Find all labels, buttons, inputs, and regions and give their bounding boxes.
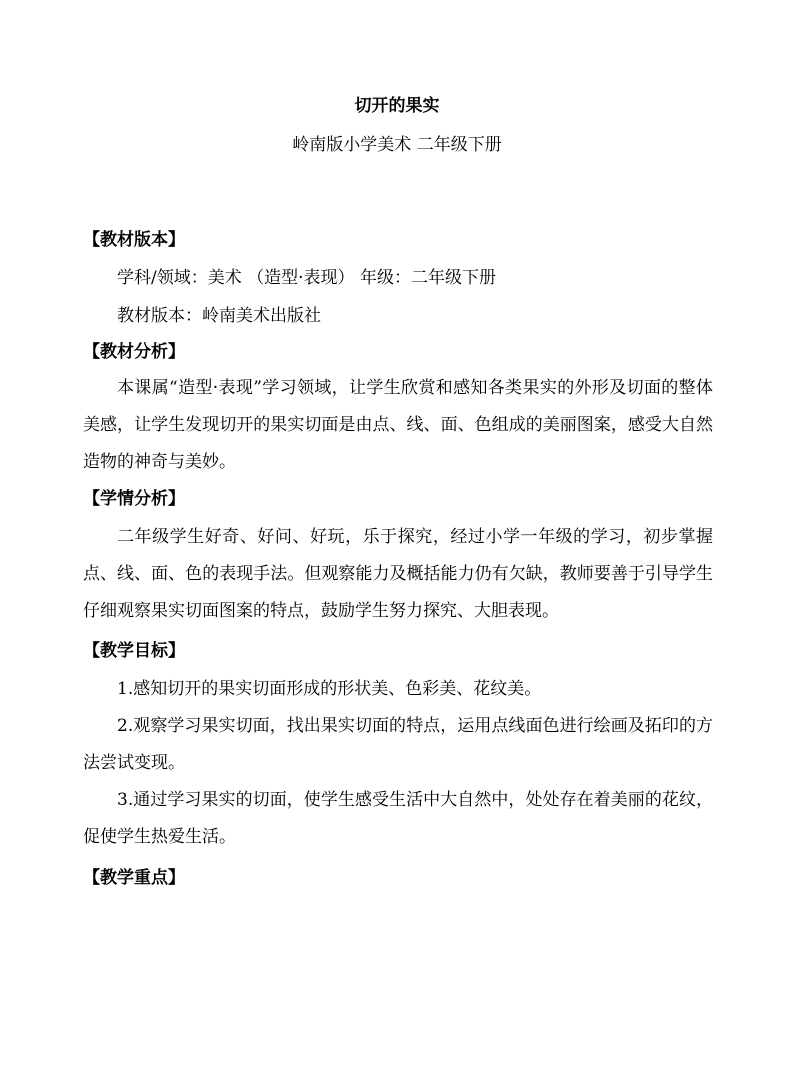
section-heading-goals: 【教学目标】 — [83, 641, 185, 661]
goal-item-1: 1.感知切开的果实切面形成的形状美、色彩美、花纹美。 — [117, 679, 542, 699]
goal-item-3: 3.通过学习果实的切面，使学生感受生活中大自然中，处处存在着美丽的花纹，促使学生热爱生活。 — [83, 790, 713, 847]
section-heading-edition: 【教材版本】 — [83, 230, 185, 250]
analysis-paragraph: 本课属“造型·表现”学习领域，让学生欣赏和感知各类果实的外形及切面的整体美感，让学生发现切开的果实切面是由点、线、面、色组成的美丽图案，感受大自然造物的神奇与美妙。 — [83, 378, 713, 472]
document-body — [83, 228, 713, 890]
document-subtitle: 岭南版小学美术 二年级下册 — [292, 135, 502, 155]
section-heading-focus: 【教学重点】 — [83, 868, 185, 888]
students-paragraph: 二年级学生好奇、好问、好玩，乐于探究，经过小学一年级的学习，初步掌握点、线、面、色的表现手法。但观察能力及概括能力仍有欠缺，教师要善于引导学生仔细观察果实切面图案的特点，鼓励学生努力探究、大胆表现。 — [83, 527, 713, 621]
section-heading-students: 【学情分析】 — [83, 489, 185, 509]
edition-subject-line: 学科/领域：美术 （造型·表现） 年级：二年级下册 — [117, 268, 496, 288]
section-heading-analysis: 【教材分析】 — [83, 342, 185, 362]
goal-item-2: 2.观察学习果实切面，找出果实切面的特点，运用点线面色进行绘画及拓印的方法尝试变现。 — [83, 716, 713, 773]
document-title: 切开的果实 — [354, 96, 440, 116]
edition-publisher-line: 教材版本：岭南美术出版社 — [117, 306, 321, 326]
